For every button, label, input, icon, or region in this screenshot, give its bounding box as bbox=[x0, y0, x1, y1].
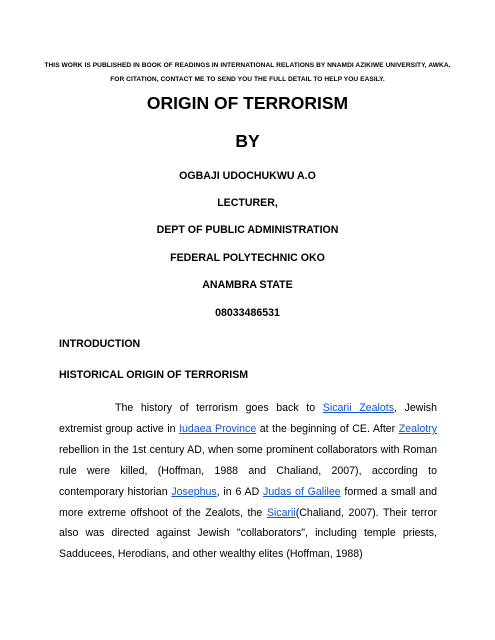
paragraph-text: (Chaliand, 2007). Their terror also was directed against Jewish "collaborators", including temple priests, Sadducees, Herodians, and other wealthy elites (Hoffman, 1988) bbox=[59, 506, 437, 561]
publication-notice: THIS WORK IS PUBLISHED IN BOOK OF READINGS IN INTERNATIONAL RELATIONS BY NNAMDI AZIKIWE UNIVERSITY, AWKA. FOR CITATION, CONTACT ME TO SEND YOU THE FULL DETAIL TO HELP YOU EASILY. bbox=[44, 62, 451, 83]
link-iudaea-province[interactable]: Iudaea Province bbox=[179, 422, 257, 435]
author-name: OGBAJI UDOCHUKWU A.O bbox=[179, 170, 316, 182]
paragraph-text: , Jewish extremist group active in bbox=[59, 402, 437, 435]
link-zealotry[interactable]: Zealotry bbox=[398, 422, 438, 435]
author-position: LECTURER, bbox=[217, 197, 278, 209]
by-line: BY bbox=[235, 131, 260, 151]
paragraph-text: The history of terrorism goes back to bbox=[115, 402, 323, 414]
author-institution: FEDERAL POLYTECHNIC OKO bbox=[170, 252, 325, 264]
heading-introduction: INTRODUCTION bbox=[59, 338, 141, 350]
document-title: ORIGIN OF TERRORISM bbox=[146, 93, 349, 113]
heading-historical-origin: HISTORICAL ORIGIN OF TERRORISM bbox=[59, 369, 249, 381]
link-sicarii-zealots[interactable]: Sicarii Zealots bbox=[322, 402, 395, 414]
link-josephus[interactable]: Josephus bbox=[171, 485, 217, 498]
author-state: ANAMBRA STATE bbox=[202, 279, 293, 291]
paragraph-text: , in 6 AD bbox=[216, 485, 264, 498]
link-sicarii[interactable]: Sicarii bbox=[266, 506, 296, 519]
author-phone: 08033486531 bbox=[215, 307, 280, 319]
paragraph-text: formed a small and more extreme offshoot of the Zealots, the bbox=[59, 485, 437, 519]
author-department: DEPT OF PUBLIC ADMINISTRATION bbox=[156, 224, 339, 236]
paragraph-text: at the beginning of CE. After bbox=[256, 422, 399, 435]
link-judas-of-galilee[interactable]: Judas of Galilee bbox=[263, 485, 341, 498]
paragraph-text: rebellion in the 1st century AD, when some prominent collaborators with Roman rule were killed, (Hoffman, 1988 and Chaliand, 2007), according to contemporary historian bbox=[59, 443, 437, 498]
body-paragraph bbox=[59, 398, 437, 565]
